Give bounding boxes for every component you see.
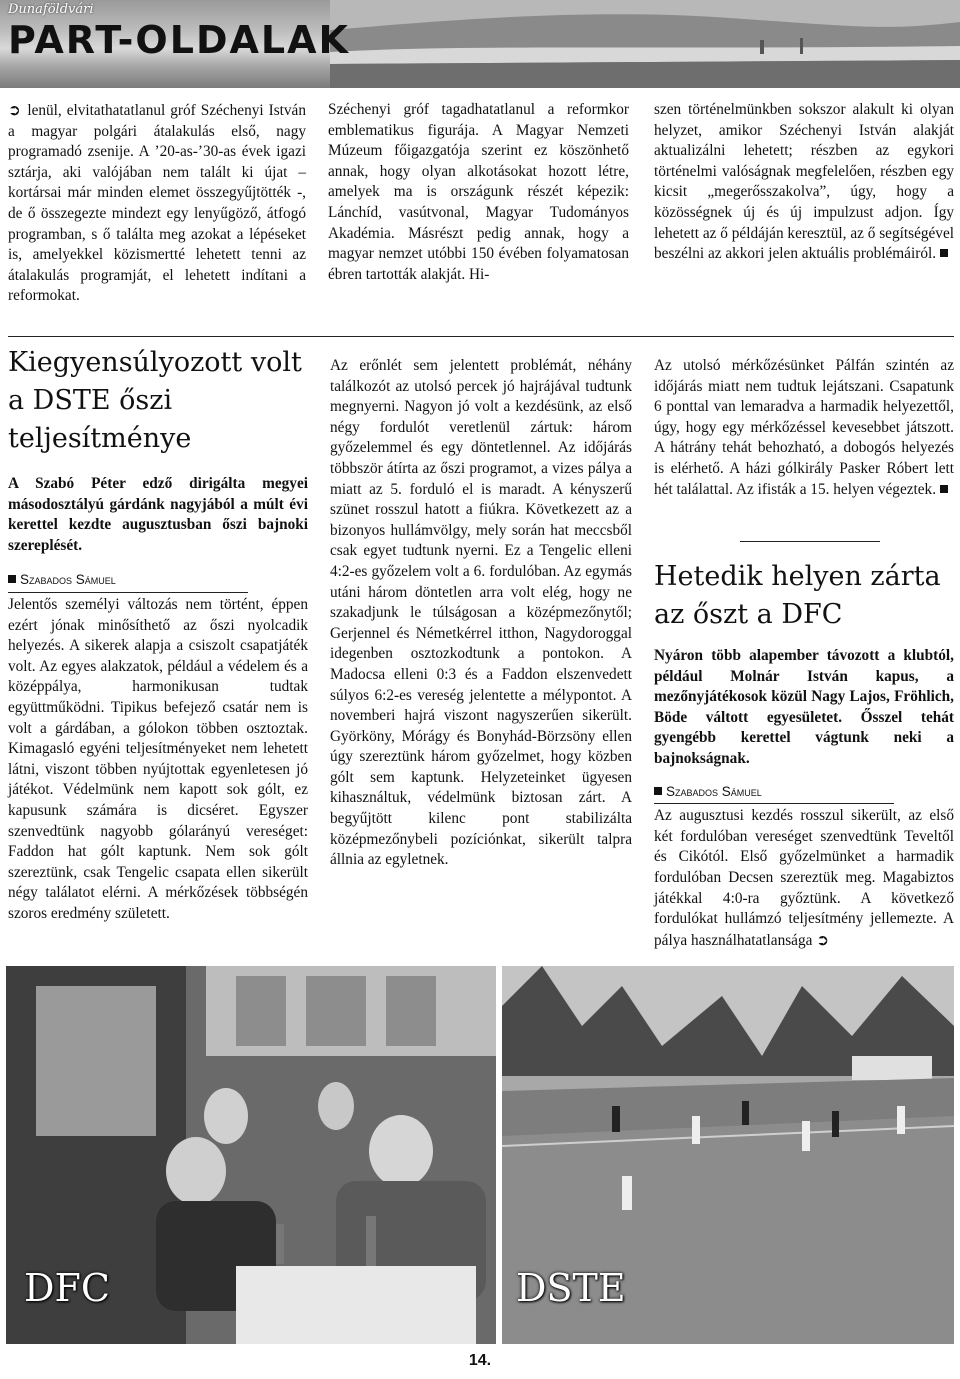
article-dste-body-3: Az utolsó mérkőzésünket Pálfán szintén az időjárás miatt nem tudtuk lejátszani. Csapatunk 6 ponttal van lemaradva a harmadik helyezettől, úgy, hogy egy mérkőzéssel kevesebbet játszott. A hátrány tehát behozható, a dobogós helyezés is elérhető. A házi gólkirály Pasker Róbert lett hét találattal. Az ifisták a 15. helyen végeztek. [654,357,954,498]
top-article-text-2: Széchenyi gróf tagadhatatlanul a reformkor emblematikus figurája. A Magyar Nemzeti Múzeum főigazgatója szerint ez köszönhető annak, hogy olyan alkotásokat hozott létre, amelyek ma is országunk részét képezik: Lánchíd, vasútvonal, Magyar Tudományos Akadémia. Másrészt pedig annak, hogy a magyar nemzet utóbbi 150 évében folyamatosan ébren tartották alakját. Hi- [328,101,629,283]
article-dfc-lead: Nyáron több alapember távozott a klubtól, például Molnár István kapus, a mezőnyjátékosok közül Nagy Lajos, Fröhlich, Böde váltott egyesületet. Ősszel tehát gyengébb kerettel vágtunk neki a bajnokságnak. [654,647,954,767]
article-dfc-col [654,646,954,951]
article-dfc-byline: Szabados Sámuel [666,783,762,799]
page-number: 14. [468,1352,492,1369]
landscape-photo [330,0,960,88]
top-article-col-1 [8,100,306,307]
article-dfc-headline: Hetedik helyen zárta az őszt a DFC [654,561,941,630]
masthead-title: PART-OLDALAK [8,18,350,62]
article-dste-byline-row [8,570,248,593]
byline-square-icon [8,575,16,583]
photo-dfc-team-meeting [6,966,496,1344]
article-dste-col-2 [330,356,632,871]
top-article-col-2 [328,100,629,285]
article-dste-body-1: Jelentős személyi változás nem történt, éppen ezért jónak minősíthető az őszi nyolcadik helyezés. A sikerek alapja a csiszolt csapatjáték volt. Az egyes alakzatok, például a védelem és a középpálya, harmonikusan tudtak együttműködni. Tipikus befejező csatár nem is volt a gárdában, a gólokon többen osztoztak. Kimagasló egyéni teljesítményeket nem lehetett látni, viszont többen nyújtottak egyenletesen jó játékot. Védelmünk nem kapott sok gólt, ez kapusunk számára is dicséret. Egyszer szenvedtünk nagyobb gólarányú vereséget: Faddon hat gólt kaptunk. Nem sok gólt szereztünk, csak Tengelic csapata ellen sikerült négy találatot elérni. A mérkőzések többségén szoros eredmény született. [8,595,308,922]
article-dste-col-3 [654,356,954,500]
masthead-supertitle: Dunaföldvári [8,2,94,17]
article-separator [740,541,880,542]
article-dfc-body: Az augusztusi kezdés rosszul sikerült, az első két fordulóban vereséget szenvedtünk Teveltől és Cikótól. Első győzelmünket a harmadik fordulóban Decsen szereztük meg. Magabiztos játékkal 4:0-ra győztünk. A következő fordulókat hullámzó teljesítmény jellemezte. A pálya használhatatlansága [654,807,954,949]
article-dste-headline: Kiegyensúlyozott volt a DSTE őszi teljesítménye [8,347,302,454]
top-article-text-1: lenül, elvitathatatlanul gróf Széchenyi István a magyar polgári átalakulás első, nagy programadó zsenije. A ’20-as-’30-as évek igazi sztárja, aki valójában nem talált ki újat – kortársai már minden elemet összegyűjtötték -, de ő összegezte mindezt egy lenyűgöző, átfogó programban, s ő találta meg azokat a lépéseket is, amelyekkel közismertté lehetett tenni az átalakulás programját, el lehetett indítani a reformokat. [8,102,306,305]
continued-arrow-icon: ➲ [8,101,28,119]
top-article-col-3 [654,100,954,265]
end-square-icon [940,249,948,257]
masthead-banner [0,0,960,88]
article-dste-col-1 [8,474,308,924]
article-dfc-byline-row [654,782,894,805]
photo-dste-label: DSTE [516,1266,626,1310]
article-dste-body-2: Az erőnlét sem jelentett problémát, néhány találkozót az utolsó percek jó hajrájával tudtunk megnyerni. Nagyon jó volt a kezdésünk, az első négy fordulót veretlenül zártuk: három győzelemmel és egy döntetlennel. Az időjárás többször átírta az őszi programot, a vizes pálya a miatt az 5. forduló el is maradt. A kényszerű szünet rosszul hatott a fiúkra. Következett az a bizonyos hullámvölgy, mely során hat meccsből csak egyet tudtunk nyerni. Ez a Tengelic elleni 4:2-es győzelem volt a 6. fordulóban. Az egymás utáni három döntetlen arra volt elég, hogy ne szakadjunk le túlságosan a középmezőnytől; Gerjennel és Németkérrel itthon, Nagydoroggal idegenben osztozkodtunk a pontokon. A Madocsa elleni 0:3 és a Faddon elszenvedett súlyos 6:2-es vereség jelentette a mélypontot. A novemberi hajrá viszont nagyszerűen sikerült. Györköny, Mórágy és Bonyhád-Börzsöny ellen úgy szereztünk három győzelmet, hogy közben gólt sem kaptunk. Helyzeteinket ügyesen kihasználtuk, védelmünk biztosan zárt. A begyűjtött kilenc pont stabilizálta középmezőnybeli pozíciónkat, sikerült talpra állnia az egyletnek. [330,357,632,869]
photo-dste-match [502,966,954,1344]
article-dste-byline: Szabados Sámuel [20,572,116,588]
byline-square-icon [654,787,662,795]
article-dste-lead: A Szabó Péter edző dirigálta megyei másodosztályú gárdánk nagyjából a múlt évi kerettel kezdte augusztusban őszi bajnoki szereplését. [8,475,308,554]
continued-arrow-icon: ➲ [816,930,830,949]
end-square-icon [940,485,948,493]
section-divider [8,336,954,337]
top-article-text-3: szen történelmünkben sokszor alakult ki olyan helyzet, amikor Széchenyi István alakját aktualizálni lehetett; részben az egykori történelmi valóságnak megfelelően, részben egy kicsit „megerősszakolva”, úgy, hogy a közösségnek új és új impulzust adjon. Így lehetett az ő példáján keresztül, az ő segítségével beszélni az akkori jelen aktuális problémáiról. [654,101,954,263]
photo-dfc-label: DFC [24,1266,110,1310]
